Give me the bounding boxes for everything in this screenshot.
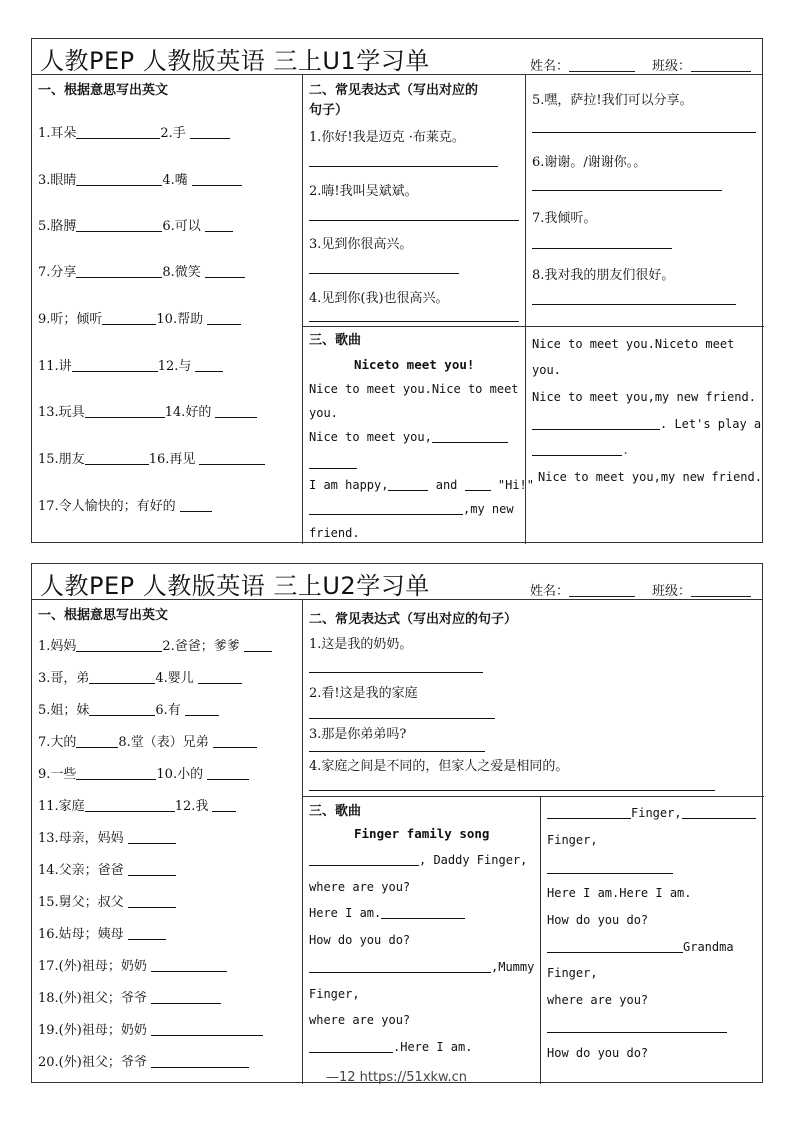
song-line: Finger, [309, 987, 360, 1001]
song-line: friend. [309, 526, 360, 540]
song-line: Nice to meet you,my new friend. [538, 470, 762, 484]
expression-prompt: 1.你好!我是迈克 ·布莱克。 [309, 130, 465, 145]
vocab-item[interactable]: 11.家庭 12.我 [38, 795, 236, 814]
answer-line[interactable] [532, 304, 736, 305]
section-heading: 一、根据意思写出英文 [38, 608, 169, 623]
answer-line[interactable] [547, 1032, 727, 1033]
answer-line[interactable] [532, 132, 756, 133]
expression-prompt: 5.嘿，萨拉!我们可以分享。 [532, 93, 693, 108]
section-heading: 三、歌曲 [309, 804, 362, 819]
answer-line[interactable] [309, 751, 485, 752]
vocab-item[interactable]: 17.(外)祖母；奶奶 [38, 955, 227, 974]
vocab-item[interactable]: 9.听；倾听 10.帮助 [38, 308, 241, 327]
song-line: ,Mummy [309, 960, 534, 974]
divider [302, 326, 764, 327]
answer-line[interactable] [309, 672, 483, 673]
song-line: How do you do? [309, 933, 411, 947]
song-line: where are you? [309, 1013, 411, 1027]
worksheet-title: 人教PEP 人教版英语 三上U1学习单 [40, 47, 430, 75]
divider [302, 796, 764, 797]
section-heading: 句子） [309, 103, 349, 118]
vocab-item[interactable]: 9.一些 10.小的 [38, 763, 249, 782]
divider [525, 75, 526, 544]
divider [302, 600, 303, 1084]
name-field[interactable] [530, 55, 635, 74]
answer-line[interactable] [547, 873, 673, 874]
song-line: Finger, [547, 806, 756, 820]
section-heading: 一、根据意思写出英文 [38, 83, 169, 98]
song-line: I am happy, and "Hi!" [309, 478, 534, 492]
section-heading: 二、常见表达式（写出对应的 [309, 83, 479, 98]
vocab-item[interactable]: 3.眼睛 4.嘴 [38, 169, 242, 188]
song-line: Here I am. [309, 906, 465, 920]
song-line: Nice to meet you, [309, 430, 508, 444]
worksheet-title: 人教PEP 人教版英语 三上U2学习单 [40, 572, 430, 600]
worksheet-unit1 [31, 38, 763, 543]
expression-prompt: 2.看!这是我的家庭 [309, 686, 418, 701]
expression-prompt: 3.那是你弟弟吗? [309, 727, 407, 742]
song-line: . Let's play a [532, 417, 761, 431]
vocab-item[interactable]: 13.玩具 14.好的 [38, 401, 257, 420]
song-line: you. [309, 406, 338, 420]
song-line: Nice to meet you.Niceto meet [532, 337, 735, 351]
page-footer: —12 https://51xkw.cn [326, 1070, 467, 1085]
expression-prompt: 3.见到你很高兴。 [309, 237, 413, 252]
name-label: 姓名： [530, 59, 570, 74]
vocab-item[interactable]: 1.耳朵 2.手 [38, 122, 230, 141]
name-blank[interactable] [569, 584, 635, 597]
vocab-item[interactable]: 11.讲 12.与 [38, 355, 223, 374]
answer-line[interactable] [309, 790, 715, 791]
name-field[interactable] [530, 580, 635, 599]
divider [302, 75, 303, 544]
expression-prompt: 2.嗨!我叫吴斌斌。 [309, 184, 418, 199]
class-field[interactable] [652, 580, 751, 599]
vocab-item[interactable]: 5.胳膊 6.可以 [38, 215, 233, 234]
answer-line[interactable] [532, 190, 722, 191]
answer-line[interactable] [309, 220, 519, 221]
song-line: , Daddy Finger, [309, 853, 527, 867]
song-line: where are you? [547, 993, 649, 1007]
expression-prompt: 8.我对我的朋友们很好。 [532, 268, 675, 283]
song-line: Here I am.Here I am. [547, 886, 692, 900]
answer-line[interactable] [309, 273, 459, 274]
song-line: Nice to meet you.Nice to meet [309, 382, 519, 396]
song-line: Nice to meet you,my new friend. [532, 390, 756, 404]
expression-prompt: 6.谢谢。/谢谢你。。 [532, 155, 647, 170]
song-line: .Here I am. [309, 1040, 472, 1054]
name-blank[interactable] [569, 59, 635, 72]
answer-line[interactable] [309, 468, 357, 469]
song-line: Finger, [547, 966, 598, 980]
vocab-item[interactable]: 14.父亲；爸爸 [38, 859, 176, 878]
expression-prompt: 7.我倾听。 [532, 211, 597, 226]
expression-prompt: 4.家庭之间是不同的，但家人之爱是相同的。 [309, 759, 569, 774]
song-title: Niceto meet you! [354, 357, 475, 372]
vocab-item[interactable]: 17.令人愉快的；有好的 [38, 495, 212, 514]
answer-line[interactable] [309, 166, 498, 167]
section-heading: 三、歌曲 [309, 333, 362, 348]
vocab-item[interactable]: 20.(外)祖父；爷爷 [38, 1051, 249, 1070]
song-line: How do you do? [547, 1046, 649, 1060]
vocab-item[interactable]: 3.哥，弟 4.婴儿 [38, 667, 242, 686]
song-line: where are you? [309, 880, 411, 894]
song-title: Finger family song [354, 826, 490, 841]
song-line: Finger, [547, 833, 598, 847]
class-label: 班级： [652, 59, 692, 74]
vocab-item[interactable]: 16.姑母；姨母 [38, 923, 166, 942]
expression-prompt: 4.见到你(我)也很高兴。 [309, 291, 449, 306]
song-line: How do you do? [547, 913, 649, 927]
answer-line[interactable] [309, 321, 519, 322]
vocab-item[interactable]: 7.分享 8.微笑 [38, 261, 245, 280]
name-label: 姓名： [530, 584, 570, 599]
vocab-item[interactable]: 18.(外)祖父；爷爷 [38, 987, 221, 1006]
vocab-item[interactable]: 15.朋友 16.再见 [38, 448, 265, 467]
vocab-item[interactable]: 13.母亲，妈妈 [38, 827, 176, 846]
answer-line[interactable] [532, 248, 672, 249]
class-field[interactable] [652, 55, 751, 74]
answer-line[interactable] [309, 718, 495, 719]
vocab-item[interactable]: 5.姐；妹 6.有 [38, 699, 219, 718]
divider [540, 796, 541, 1084]
class-blank[interactable] [691, 59, 751, 72]
title-bar [32, 39, 762, 75]
song-line: ,my new [309, 502, 514, 516]
title-bar [32, 564, 762, 600]
section-heading: 二、常见表达式（写出对应的句子） [309, 612, 518, 627]
vocab-item[interactable]: 7.大的 8.堂（表）兄弟 [38, 731, 257, 750]
vocab-item[interactable]: 15.舅父；叔父 [38, 891, 176, 910]
expression-prompt: 1.这是我的奶奶。 [309, 637, 413, 652]
vocab-item[interactable]: 1.妈妈 2.爸爸；爹爹 [38, 635, 272, 654]
worksheet-unit2 [31, 563, 763, 1083]
song-line: . [532, 443, 629, 457]
class-label: 班级： [652, 584, 692, 599]
vocab-item[interactable]: 19.(外)祖母；奶奶 [38, 1019, 263, 1038]
song-line: Grandma [547, 940, 734, 954]
class-blank[interactable] [691, 584, 751, 597]
song-line: you. [532, 363, 561, 377]
